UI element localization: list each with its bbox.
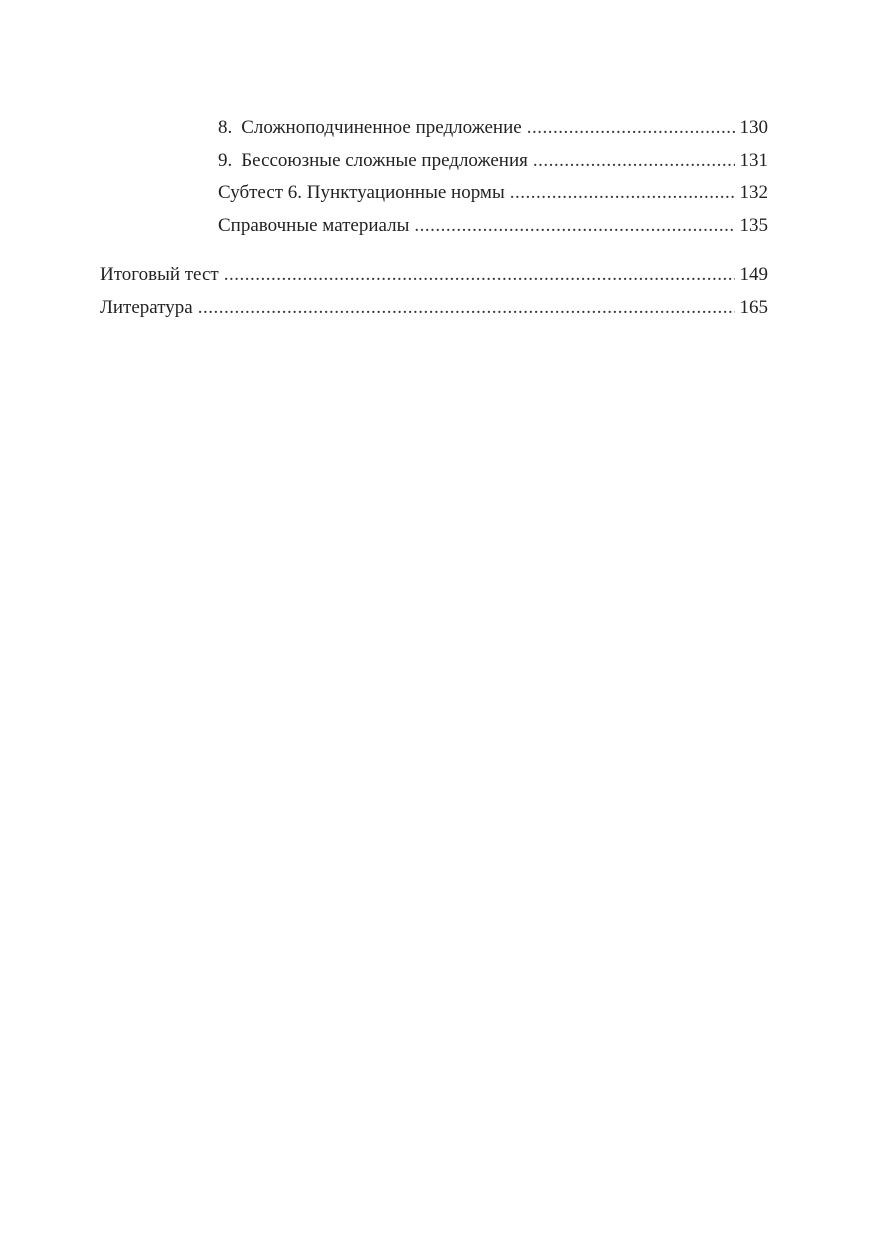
toc-entry-text: Сложноподчиненное предложение	[241, 117, 522, 138]
toc-entry-title	[218, 112, 522, 145]
dot-leader	[510, 177, 735, 210]
toc-entry-title: Итоговый тест	[100, 264, 219, 285]
toc-entry-subtest-6	[100, 177, 768, 210]
dot-leader	[224, 259, 735, 292]
toc-entry-page: 130	[739, 117, 768, 138]
dot-leader	[198, 292, 735, 325]
toc-entry-title: Справочные материалы	[218, 214, 410, 236]
toc-entry-number: 8.	[218, 117, 233, 138]
toc-entry-literature	[100, 292, 768, 325]
toc-entry-reference-materials	[100, 210, 768, 243]
toc-entry-page: 131	[739, 149, 768, 171]
toc-entry-page: 165	[739, 296, 768, 318]
toc-entry-title: Литература	[100, 296, 193, 318]
toc-entry-asyndetic-complex-sentences	[100, 145, 768, 178]
dot-leader	[533, 145, 735, 178]
toc-entry-final-test	[100, 259, 768, 292]
toc-entry-title: Субтест 6. Пунктуационные нормы	[218, 182, 505, 203]
toc-entry-page: 132	[739, 182, 768, 203]
toc-entry-text: Бессоюзные сложные предложения	[241, 149, 528, 171]
toc-entry-page: 149	[739, 264, 768, 285]
toc-entry-complex-subordinate-sentence	[100, 112, 768, 145]
table-of-contents	[100, 112, 768, 324]
toc-entry-number: 9.	[218, 149, 233, 171]
dot-leader	[527, 112, 735, 145]
toc-entry-title	[218, 145, 528, 178]
dot-leader	[414, 210, 734, 243]
toc-entry-page: 135	[739, 214, 768, 236]
